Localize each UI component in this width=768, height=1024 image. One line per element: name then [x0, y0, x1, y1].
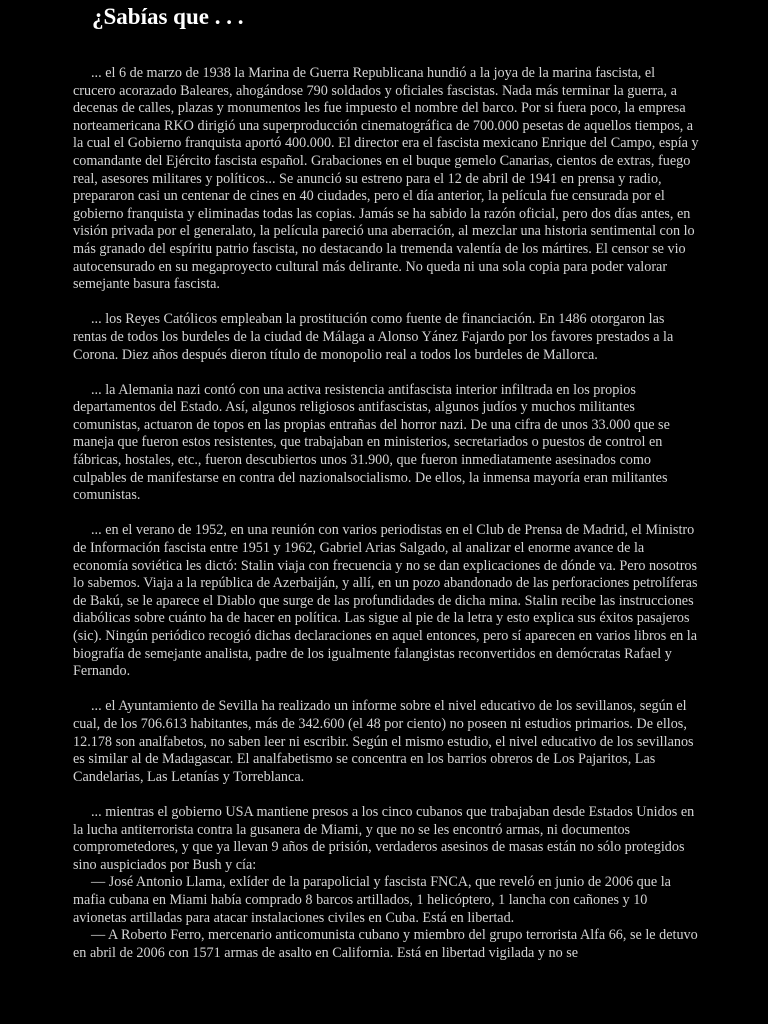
paragraph-baleares: ... el 6 de marzo de 1938 la Marina de Guerra Republicana hundió a la joya de la marina fascista, el crucero acorazado Baleares, ahogándose 790 soldados y oficiales fascistas. Nada más terminar la guerra, a decenas de calles, plazas y monumentos les fue impuesto el nombre del barco. Por si fuera poco, la empresa norteamericana RKO dirigió una superproducción cinematográfica de 700.000 pesetas de aquellos tiempos, a la cual el Gobierno franquista aportó 400.000. El director era el fascista mexicano Enrique del Campo, espía y comandante del Ejército fascista español. Grabaciones en el buque gemelo Canarias, cientos de extras, fuego real, asesores militares y políticos... Se anunció su estreno para el 12 de abril de 1941 en prensa y radio, prepararon casi un centenar de cines en 40 ciudades, pero el día anterior, la película fue censurada por el gobierno franquista y eliminadas todas las copias. Jamás se ha sabido la razón oficial, pero dos días antes, en visión privada por el generalato, la película pareció una aberración, al mezclar una historia sentimental con lo más granado del espíritu patrio fascista, no destacando la tremenda valentía de los mártires. El censor se vio autocensurado en su megaproyecto cultural más delirante. No queda ni una sola copia para poder valorar semejante basura fascista.	[73, 65, 699, 293]
page-title: ¿Sabías que . . .	[92, 4, 244, 29]
paragraph-arias-salgado: ... en el verano de 1952, en una reunión con varios periodistas en el Club de Prensa de Madrid, el Ministro de Información fascista entre 1951 y 1962, Gabriel Arias Salgado, al analizar el enorme avance de la economía soviética les dictó: Stalin viaja con frecuencia y no se dan explicaciones de dónde va. Pero nosotros lo sabemos. Viaja a la república de Azerbaiján, y allí, en un pozo abandonado de las perforaciones petrolíferas de Bakú, se le aparece el Diablo que surge de las profundidades de dicha mina. Stalin recibe las instrucciones diabólicas sobre cuánto ha de hacer en política. Las sigue al pie de la letra y esto explica sus éxitos pasajeros (sic). Ningún periódico recogió dichas declaraciones en aquel entonces, pero sí aparecen en varios libros en la biografía de semejante analista, padre de los igualmente falangistas reconvertidos en demócratas Rafael y Fernando.	[73, 522, 698, 680]
paragraph-sevilla: ... el Ayuntamiento de Sevilla ha realizado un informe sobre el nivel educativo de los sevillanos, según el cual, de los 706.613 habitantes, más de 342.600 (el 48 por ciento) no poseen ni estudios primarios. De ellos, 12.178 son analfabetos, no saben leer ni escribir. Según el mismo estudio, el nivel educativo de los sevillanos es similar al de Madagascar. El analfabetismo se concentra en los barrios obreros de Los Pajaritos, Las Candelarias, Las Letanías y Torreblanca.	[73, 698, 694, 785]
dash-line-ferro: — A Roberto Ferro, mercenario anticomunista cubano y miembro del grupo terrorista Alfa 66, se le detuvo en abril de 2006 con 1571 armas de asalto en California. Está en libertad vigilada y no se	[73, 927, 698, 961]
dash-line-llama: — José Antonio Llama, exlíder de la parapolicial y fascista FNCA, que reveló en junio de 2006 que la mafia cubana en Miami había comprado 8 barcos artillados, 1 helicóptero, 1 lancha con cañones y 10 avionetas artilladas para atacar instalaciones civiles en Cuba. Está en libertad.	[73, 874, 671, 926]
paragraph-cinco-cubanos: ... mientras el gobierno USA mantiene presos a los cinco cubanos que trabajaban desde Estados Unidos en la lucha antiterrorista contra la gusanera de Miami, y que no se les encontró armas, ni documentos comprometedores, y que ya llevan 9 años de prisión, verdaderos asesinos de masas están no sólo protegidos sino auspiciados por Bush y cía:	[73, 803, 695, 873]
article-body	[73, 65, 699, 962]
paragraph-resistencia-nazi: ... la Alemania nazi contó con una activa resistencia antifascista interior infiltrada en los propios departamentos del Estado. Así, algunos religiosos antifascistas, algunos judíos y muchos militantes comunistas, actuaron de topos en las propias entrañas del horror nazi. De una cifra de unos 33.000 que se maneja que fueron estos resistentes, que trabajaban en ministerios, secretariados o puestos de control en fábricas, hostales, etc., fueron descubiertos unos 31.900, que fueron inmediatamente asesinados como culpables de manifestarse en contra del nazionalsocialismo. De ellos, la inmensa mayoría eran militantes comunistas.	[73, 381, 670, 504]
paragraph-reyes-catolicos: ... los Reyes Católicos empleaban la prostitución como fuente de financiación. En 1486 otorgaron las rentas de todos los burdeles de la ciudad de Málaga a Alonso Yánez Fajardo por los favores prestados a la Corona. Diez años después dieron título de monopolio real a todos los burdeles de Mallorca.	[73, 311, 674, 363]
